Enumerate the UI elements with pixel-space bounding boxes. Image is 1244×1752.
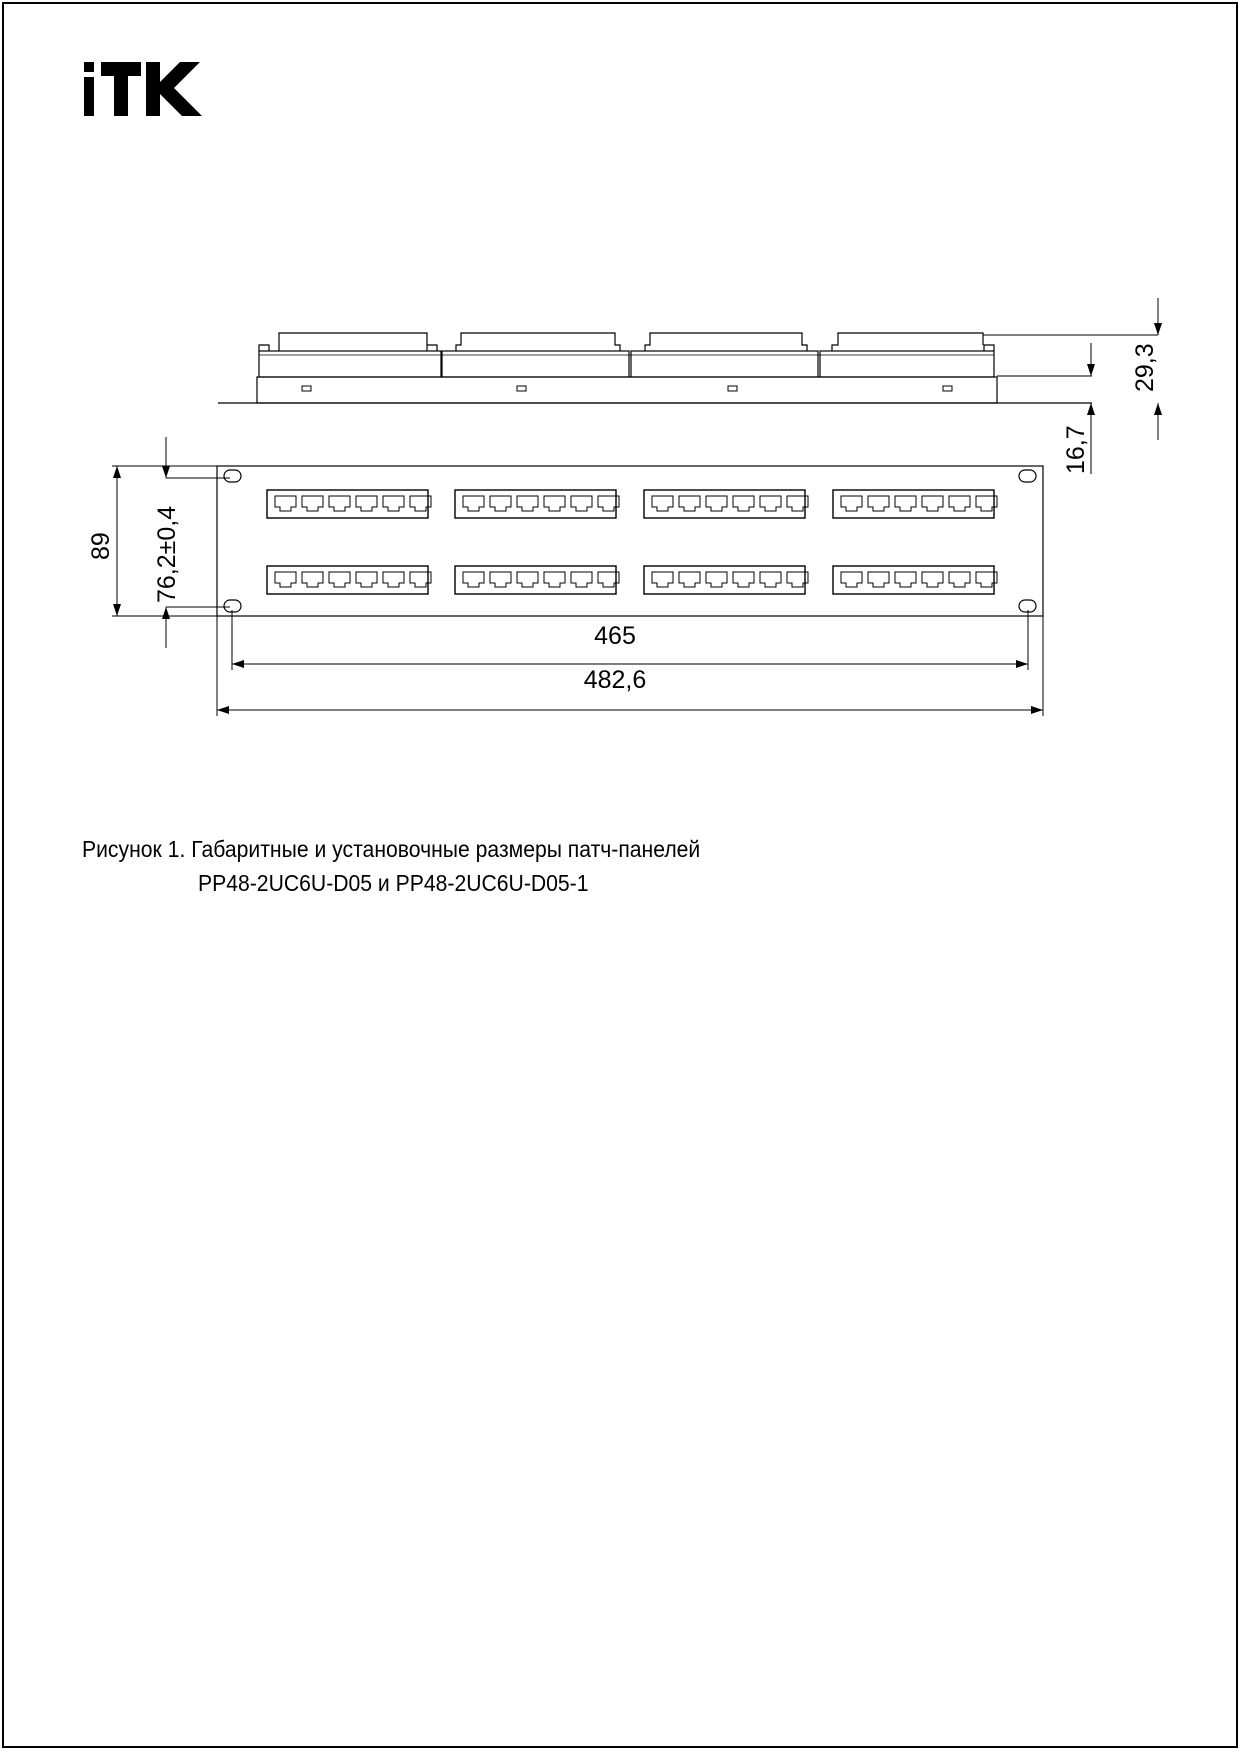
rj45-port [868, 496, 889, 511]
rj45-port [302, 496, 323, 511]
rj45-port [868, 572, 889, 587]
rj45-port [760, 572, 781, 587]
height-total-label: 89 [87, 532, 115, 560]
figure-caption-line-1: Рисунок 1. Габаритные и установочные размеры патч-панелей [82, 836, 701, 862]
rj45-port [679, 496, 700, 511]
rj45-port [544, 572, 565, 587]
rj45-port [895, 496, 916, 511]
rj45-port [302, 572, 323, 587]
rj45-port [571, 496, 592, 511]
rj45-port [544, 496, 565, 511]
rj45-port [922, 572, 943, 587]
height-mounting-label: 76,2±0,4 [153, 505, 181, 603]
depth-front-label: 16,7 [1062, 425, 1090, 474]
rj45-port [841, 572, 862, 587]
rj45-port [760, 496, 781, 511]
connector-modules [259, 333, 994, 377]
rj45-port [679, 572, 700, 587]
rj45-port [490, 496, 511, 511]
rj45-port [706, 496, 727, 511]
figure-caption-line-2: PP48-2UC6U-D05 и PP48-2UC6U-D05-1 [198, 870, 589, 896]
rj45-port [895, 572, 916, 587]
rj45-port [841, 496, 862, 511]
rj45-port [356, 496, 377, 511]
depth-total-label: 29,3 [1131, 343, 1159, 392]
panel-top-view [218, 333, 1092, 403]
rj45-port [275, 572, 296, 587]
rj45-port [652, 572, 673, 587]
width-mounting-label: 465 [594, 622, 636, 650]
mounting-holes [224, 470, 1036, 612]
rj45-port [329, 572, 350, 587]
rj45-port [383, 496, 404, 511]
rj45-port [517, 572, 538, 587]
label-slots [302, 386, 952, 391]
rj45-port [922, 496, 943, 511]
rj45-port [329, 496, 350, 511]
rj45-port [490, 572, 511, 587]
rj45-port [733, 496, 754, 511]
rj45-port [733, 572, 754, 587]
rj45-port [706, 572, 727, 587]
rj45-port [517, 496, 538, 511]
rj45-port [356, 572, 377, 587]
rj45-port [463, 572, 484, 587]
rj45-port [275, 496, 296, 511]
rj45-port [383, 572, 404, 587]
rj45-port [571, 572, 592, 587]
width-total-label: 482,6 [583, 666, 647, 694]
rj45-port [949, 572, 970, 587]
rj45-port [463, 496, 484, 511]
rj45-port [652, 496, 673, 511]
panel-front-view [217, 466, 1043, 616]
port-groups [267, 490, 997, 594]
rj45-port [949, 496, 970, 511]
